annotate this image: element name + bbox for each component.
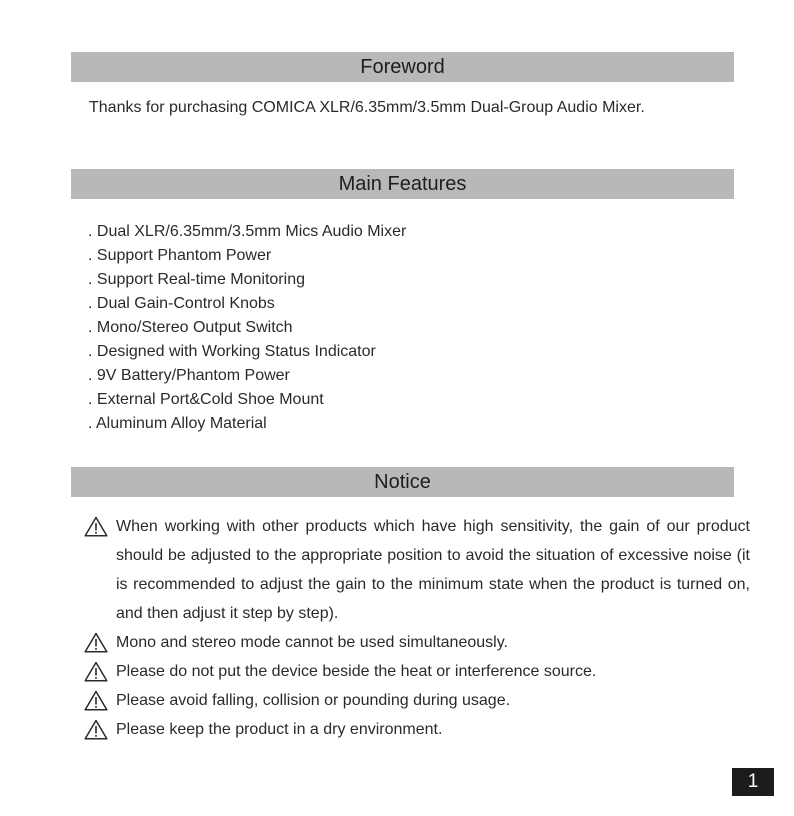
foreword-heading: Foreword — [71, 52, 734, 82]
notice-item — [84, 628, 750, 657]
feature-item: . Aluminum Alloy Material — [88, 415, 267, 432]
notice-heading: Notice — [71, 467, 734, 497]
warning-triangle-icon — [84, 516, 108, 537]
notice-text: When working with other products which have high sensitivity, the gain of our product should be adjusted to the appropriate position to avoid the situation of excessive noise (it is recommended to adjust the gain to the minimum state when the product is turned on, and then adjust it step by step). — [116, 518, 750, 622]
feature-item: . Mono/Stereo Output Switch — [88, 319, 293, 336]
notice-item — [84, 686, 750, 715]
notice-item — [84, 657, 750, 686]
notice-item — [84, 715, 750, 744]
main-features-heading: Main Features — [71, 169, 734, 199]
notice-text: Please keep the product in a dry environment. — [116, 721, 443, 738]
warning-triangle-icon — [84, 661, 108, 682]
feature-item: . Dual XLR/6.35mm/3.5mm Mics Audio Mixer — [88, 223, 407, 240]
notice-text: Please do not put the device beside the heat or interference source. — [116, 663, 597, 680]
warning-triangle-icon — [84, 690, 108, 711]
notice-text: Please avoid falling, collision or pounding during usage. — [116, 692, 511, 709]
feature-item: . Dual Gain-Control Knobs — [88, 295, 275, 312]
notice-item — [84, 512, 750, 628]
feature-item: . Support Real-time Monitoring — [88, 271, 305, 288]
notice-list — [84, 512, 750, 744]
feature-item: . Designed with Working Status Indicator — [88, 343, 376, 360]
foreword-text: Thanks for purchasing COMICA XLR/6.35mm/3.5mm Dual-Group Audio Mixer. — [89, 99, 645, 116]
warning-triangle-icon — [84, 719, 108, 740]
feature-item: . Support Phantom Power — [88, 247, 272, 264]
feature-item: . 9V Battery/Phantom Power — [88, 367, 290, 384]
page-number: 1 — [732, 768, 774, 796]
notice-text: Mono and stereo mode cannot be used simultaneously. — [116, 634, 508, 651]
warning-triangle-icon — [84, 632, 108, 653]
features-list — [88, 220, 406, 436]
feature-item: . External Port&Cold Shoe Mount — [88, 391, 324, 408]
